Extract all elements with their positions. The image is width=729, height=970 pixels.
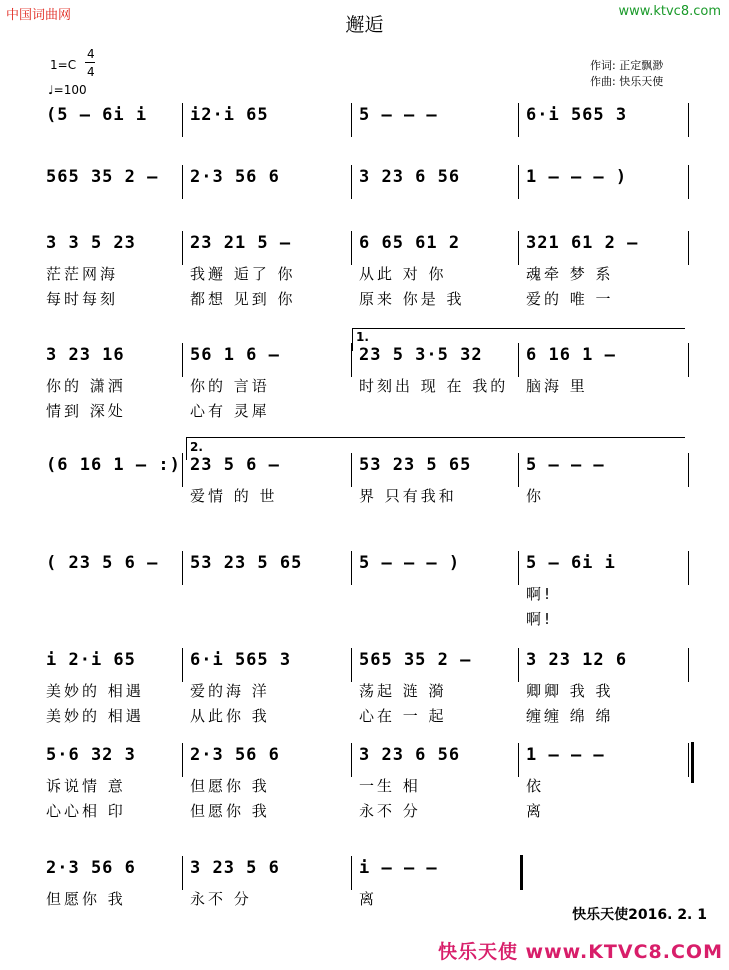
measure-notes: 2·3 56 6 [190,167,280,187]
bar-line [182,165,183,199]
measure-notes: 5 – – – ) [359,553,461,573]
measure-notes: 2·3 56 6 [46,858,136,878]
measure-notes: 5 – – – [526,455,605,475]
lyric-verse-2: 心心相 印 [46,802,126,820]
measure-notes: 5·6 32 3 [46,745,136,765]
bar-line [688,648,689,682]
bar-line [518,551,519,585]
bar-line [351,743,352,777]
lyric-verse-2: 都想 见到 你 [190,290,296,308]
bar-line [182,103,183,137]
music-system [38,858,690,908]
lyric-verse-1: 茫茫网海 [46,265,119,283]
measure-notes: 56 1 6 – [190,345,280,365]
measure-notes: 53 23 5 65 [359,455,472,475]
lyric-verse-2: 美妙的 相遇 [46,707,144,725]
measure-notes: 3 3 5 23 [46,233,136,253]
measure-notes: i2·i 65 [190,105,269,125]
measure-notes: 2·3 56 6 [190,745,280,765]
bar-line [688,343,689,377]
measure-notes: 6 16 1 – [526,345,616,365]
bar-line [351,648,352,682]
lyric-verse-2: 爱的 唯 一 [526,290,614,308]
measure-notes: 23 5 3·5 32 [359,345,483,365]
measure-notes: 6·i 565 3 [190,650,292,670]
site-watermark-right[interactable]: www.ktvc8.com [618,4,721,19]
volta-bracket-2 [186,437,685,460]
volta-number-2: 2. [190,440,203,454]
lyric-verse-1: 魂牵 梦 系 [526,265,614,283]
lyric-verse-1: 依 [526,777,545,795]
measure-notes: 23 5 6 – [190,455,280,475]
lyric-verse-1: 美妙的 相遇 [46,682,144,700]
lyric-verse-2: 心有 灵犀 [190,402,270,420]
bar-line [518,231,519,265]
bar-line [182,856,183,890]
measure-notes: 1 – – – ) [526,167,628,187]
time-signature-top: 4 [87,47,95,61]
bar-line [182,343,183,377]
lyric-verse-1: 永不 分 [190,890,252,908]
lyric-verse-1: 你 [526,487,545,505]
lyric-verse-1: 诉说情 意 [46,777,126,795]
measure-notes: 5 – – – [359,105,438,125]
bar-line [518,743,519,777]
lyric-verse-1: 你的 潇洒 [46,377,126,395]
lyric-verse-1: 我邂 逅了 你 [190,265,296,283]
measure-notes: 6 65 61 2 [359,233,461,253]
time-signature-bottom: 4 [87,65,95,79]
lyric-verse-1: 爱的海 洋 [190,682,270,700]
measure-notes: 565 35 2 – [359,650,472,670]
lyric-verse-2: 原来 你是 我 [359,290,465,308]
measure-notes: 5 – 6i i [526,553,616,573]
lyric-verse-1: 离 [359,890,378,908]
measure-notes: 321 61 2 – [526,233,639,253]
volta-bracket-1 [352,328,685,351]
signature-date: 快乐天使2016. 2. 1 [572,907,707,923]
bar-line [518,648,519,682]
music-system [38,345,690,420]
bar-line [351,165,352,199]
music-system [38,167,690,207]
music-system [38,455,690,505]
site-watermark-bottom: 快乐天使 www.KTVC8.COM [437,941,723,963]
time-signature-line [85,62,95,63]
bar-line [182,648,183,682]
music-system [38,553,690,628]
measure-notes: 3 23 12 6 [526,650,628,670]
lyric-verse-2: 心在 一 起 [359,707,447,725]
lyricist-credit: 作词: 正定飘渺 [590,59,664,72]
bar-line [182,453,183,487]
measure-notes: i – – – [359,858,438,878]
lyric-verse-2: 缠缠 绵 绵 [526,707,614,725]
composer-credit: 作曲: 快乐天使 [590,75,664,88]
measure-notes: 1 – – – [526,745,605,765]
lyric-verse-2: 每时每刻 [46,290,119,308]
lyric-verse-1: 界 只有我和 [359,487,457,505]
bar-line [351,231,352,265]
measure-notes: 565 35 2 – [46,167,159,187]
measure-notes: ( 23 5 6 – [46,553,159,573]
measure-notes: 3 23 16 [46,345,125,365]
bar-line [688,103,689,137]
bar-line [518,165,519,199]
bar-line [351,103,352,137]
lyric-verse-2: 情到 深处 [46,402,126,420]
lyric-verse-1: 啊! [526,585,554,603]
measure-notes: (6 16 1 – :) [46,455,181,475]
music-system [38,650,690,725]
measure-notes: 6·i 565 3 [526,105,628,125]
bar-line [182,231,183,265]
measure-notes: 3 23 6 56 [359,167,461,187]
measure-notes: 23 21 5 – [190,233,292,253]
bar-line [688,551,689,585]
measure-notes: 3 23 5 6 [190,858,280,878]
lyric-verse-1: 但愿你 我 [190,777,270,795]
lyric-verse-2: 啊! [526,610,554,628]
volta-number-1: 1. [356,330,369,344]
lyric-verse-1: 荡起 涟 漪 [359,682,447,700]
bar-line [351,551,352,585]
bar-line [688,453,689,487]
music-system [38,105,690,145]
bar-line [688,231,689,265]
key-signature: 1=C [50,58,77,72]
lyric-verse-2: 永不 分 [359,802,421,820]
lyric-verse-2: 离 [526,802,545,820]
music-system [38,745,690,820]
lyric-verse-1: 你的 言语 [190,377,270,395]
lyric-verse-1: 卿卿 我 我 [526,682,614,700]
bar-line [688,165,689,199]
lyric-verse-1: 但愿你 我 [46,890,126,908]
bar-line [182,743,183,777]
music-system [38,233,690,308]
measure-notes: 53 23 5 65 [190,553,303,573]
bar-line [182,551,183,585]
measure-notes: 3 23 6 56 [359,745,461,765]
lyric-verse-2: 从此你 我 [190,707,270,725]
lyric-verse-1: 脑海 里 [526,377,588,395]
lyric-verse-2: 但愿你 我 [190,802,270,820]
lyric-verse-1: 一生 相 [359,777,421,795]
final-barline [691,742,694,783]
measure-notes: i 2·i 65 [46,650,136,670]
tempo-mark: ♩=100 [48,83,87,97]
lyric-verse-1: 时刻出 现 在 我的 [359,377,509,395]
bar-line [518,103,519,137]
lyric-verse-1: 从此 对 你 [359,265,447,283]
lyric-verse-1: 爱情 的 世 [190,487,278,505]
measure-notes: (5 – 6i i [46,105,148,125]
final-barline [520,855,523,890]
bar-line [351,856,352,890]
song-title: 邂逅 [345,14,384,36]
site-watermark-left: 中国词曲网 [6,8,72,23]
bar-line [688,743,689,777]
